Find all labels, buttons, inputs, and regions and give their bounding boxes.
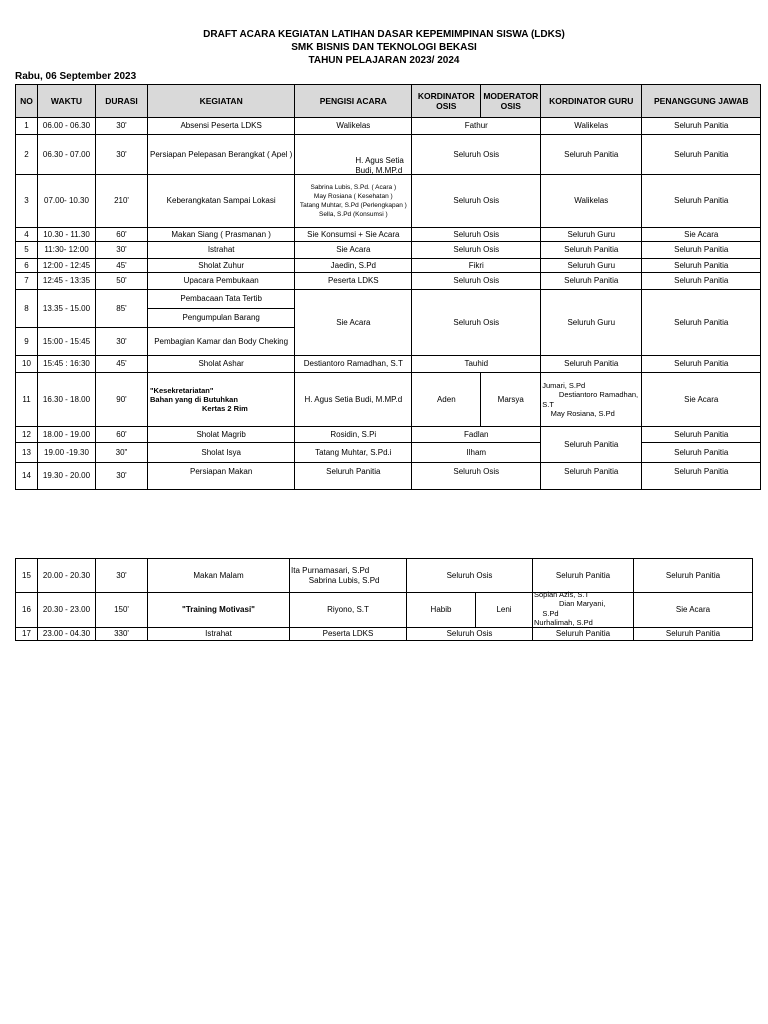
cell-pengisi: Sie Acara <box>295 242 412 259</box>
cell-osis: Fathur <box>412 118 541 135</box>
table-row <box>16 228 761 242</box>
cell-osis: Ilham <box>412 443 541 463</box>
cell-guru: Seluruh Panitia <box>541 242 642 259</box>
title-line-2: SMK BISNIS DAN TEKNOLOGI BEKASI <box>291 42 477 53</box>
cell-no: 12 <box>16 427 38 443</box>
cell-no: 2 <box>16 135 38 175</box>
cell-pj: Seluruh Panitia <box>634 628 753 641</box>
cell-durasi: 330' <box>96 628 148 641</box>
cell-waktu: 11:30- 12:00 <box>38 242 96 259</box>
cell-guru: Walikelas <box>541 118 642 135</box>
cell-guru: Seluruh Guru <box>541 259 642 273</box>
cell-no: 9 <box>16 328 38 356</box>
cell-durasi: 85' <box>96 290 148 328</box>
table-row <box>16 290 761 309</box>
cell-waktu: 10.30 - 11.30 <box>38 228 96 242</box>
cell-kegiatan: Persiapan Pelepasan Berangkat ( Apel ) <box>148 135 295 175</box>
cell-waktu: 20.00 - 20.30 <box>38 559 96 593</box>
cell-pengisi: Tatang Muhtar, S.Pd.i <box>295 443 412 463</box>
cell-osis: Seluruh Osis <box>407 628 533 641</box>
cell-kegiatan: Keberangkatan Sampai Lokasi <box>148 175 295 228</box>
cell-moderator-osis: Marsya <box>481 373 541 427</box>
cell-pengisi: Jaedin, S.Pd <box>295 259 412 273</box>
cell-osis: Seluruh Osis <box>412 273 541 290</box>
cell-kegiatan: Sholat Ashar <box>148 356 295 373</box>
header-kegiatan: KEGIATAN <box>148 85 295 118</box>
cell-durasi: 30' <box>96 135 148 175</box>
header-pengisi-acara: PENGISI ACARA <box>295 85 412 118</box>
cell-pj: Seluruh Panitia <box>642 356 761 373</box>
cell-waktu: 15:45 : 16:30 <box>38 356 96 373</box>
table-row <box>16 559 753 593</box>
cell-pj: Seluruh Panitia <box>642 118 761 135</box>
kegiatan-title: "Kesekretariatan" <box>150 386 214 395</box>
cell-durasi: 60' <box>96 427 148 443</box>
cell-waktu: 19.30 - 20.00 <box>38 463 96 490</box>
schedule-table-continued <box>15 558 753 641</box>
cell-waktu: 13.35 - 15.00 <box>38 290 96 328</box>
header-durasi: DURASI <box>96 85 148 118</box>
cell-kegiatan: Makan Malam <box>148 559 290 593</box>
cell-waktu: 23.00 - 04.30 <box>38 628 96 641</box>
cell-pengisi: Ita Purnamasari, S.Pd Sabrina Lubis, S.Pd <box>290 559 407 593</box>
cell-pengisi: Peserta LDKS <box>295 273 412 290</box>
cell-no: 4 <box>16 228 38 242</box>
cell-durasi: 90' <box>96 373 148 427</box>
cell-kegiatan: Sholat Isya <box>148 443 295 463</box>
schedule-table-main <box>15 84 761 490</box>
cell-pj: Sie Acara <box>642 373 761 427</box>
cell-pengisi: Walikelas <box>295 118 412 135</box>
cell-pj: Seluruh Panitia <box>642 242 761 259</box>
cell-durasi: 60' <box>96 228 148 242</box>
cell-osis: Seluruh Osis <box>412 135 541 175</box>
date-label: Rabu, 06 September 2023 <box>15 71 137 82</box>
table-row <box>16 593 753 628</box>
cell-guru: Seluruh Panitia <box>541 273 642 290</box>
cell-kegiatan: Pembagian Kamar dan Body Cheking <box>148 328 295 356</box>
cell-pengisi: Sie Acara <box>295 290 412 356</box>
cell-osis: Seluruh Osis <box>412 463 541 490</box>
header-penanggung-jawab: PENANGGUNG JAWAB <box>642 85 761 118</box>
cell-kordinator-osis: Habib <box>407 593 476 628</box>
cell-no: 15 <box>16 559 38 593</box>
cell-no: 1 <box>16 118 38 135</box>
cell-pengisi: Rosidin, S.Pi <box>295 427 412 443</box>
table-header-row <box>16 85 761 118</box>
header-moderator-osis: MODERATOR OSIS <box>481 85 541 118</box>
cell-durasi: 150' <box>96 593 148 628</box>
cell-guru: Seluruh Guru <box>541 228 642 242</box>
cell-pengisi: H. Agus Setia Budi, M.MP.d <box>295 373 412 427</box>
cell-no: 5 <box>16 242 38 259</box>
cell-kegiatan: Persiapan Makan <box>148 463 295 490</box>
cell-kegiatan: Sholat Magrib <box>148 427 295 443</box>
cell-osis: Seluruh Osis <box>412 242 541 259</box>
cell-pj: Seluruh Panitia <box>634 559 753 593</box>
cell-no: 8 <box>16 290 38 328</box>
table-row <box>16 427 761 443</box>
cell-durasi: 30' <box>96 463 148 490</box>
cell-pj: Seluruh Panitia <box>642 135 761 175</box>
cell-guru: Seluruh Panitia <box>541 463 642 490</box>
table-row <box>16 373 761 427</box>
cell-no: 3 <box>16 175 38 228</box>
cell-guru: Seluruh Panitia <box>533 559 634 593</box>
cell-osis: Seluruh Osis <box>412 228 541 242</box>
guru-text: Sopian Azis, S.T Dian Maryani, S.Pd Nurhalimah, S.Pd <box>534 589 606 627</box>
table-row <box>16 628 753 641</box>
pengisi-text: H. Agus Setia Budi, M.MP.d <box>355 156 404 175</box>
header-no: NO <box>16 85 38 118</box>
header-kordinator-osis: KORDINATOR OSIS <box>412 85 481 118</box>
cell-osis: Seluruh Osis <box>412 290 541 356</box>
cell-guru: Seluruh Panitia <box>541 427 642 463</box>
title-line-3: TAHUN PELAJARAN 2023/ 2024 <box>308 55 460 66</box>
cell-pj: Sie Acara <box>642 228 761 242</box>
cell-kegiatan: "Training Motivasi" <box>148 593 290 628</box>
kegiatan-line-3: Kertas 2 Rim <box>202 404 248 413</box>
table-row <box>16 242 761 259</box>
cell-pj: Seluruh Panitia <box>642 463 761 490</box>
table-row <box>16 175 761 228</box>
cell-durasi: 30' <box>96 559 148 593</box>
cell-durasi: 30' <box>96 242 148 259</box>
cell-pj: Seluruh Panitia <box>642 290 761 356</box>
cell-guru: Jumari, S.Pd Destiantoro Ramadhan, S.T May Rosiana, S.Pd <box>541 373 642 427</box>
cell-no: 13 <box>16 443 38 463</box>
cell-waktu: 19.00 -19.30 <box>38 443 96 463</box>
cell-pengisi: Destiantoro Ramadhan, S.T <box>295 356 412 373</box>
cell-osis: Fadlan <box>412 427 541 443</box>
cell-no: 16 <box>16 593 38 628</box>
cell-no: 7 <box>16 273 38 290</box>
table-row <box>16 356 761 373</box>
cell-waktu: 18.00 - 19.00 <box>38 427 96 443</box>
cell-waktu: 07.00- 10.30 <box>38 175 96 228</box>
cell-durasi: 45' <box>96 259 148 273</box>
cell-durasi: 50' <box>96 273 148 290</box>
cell-kegiatan: Sholat Zuhur <box>148 259 295 273</box>
cell-durasi: 210' <box>96 175 148 228</box>
cell-waktu: 06.00 - 06.30 <box>38 118 96 135</box>
title-line-1: DRAFT ACARA KEGIATAN LATIHAN DASAR KEPEMIMPINAN SISWA (LDKS) <box>203 29 565 40</box>
cell-pengisi: Peserta LDKS <box>290 628 407 641</box>
cell-guru: Seluruh Panitia <box>533 628 634 641</box>
cell-no: 10 <box>16 356 38 373</box>
cell-osis: Tauhid <box>412 356 541 373</box>
cell-waktu: 20.30 - 23.00 <box>38 593 96 628</box>
cell-pj: Sie Acara <box>634 593 753 628</box>
cell-no: 11 <box>16 373 38 427</box>
cell-no: 17 <box>16 628 38 641</box>
cell-pengisi: Sie Konsumsi + Sie Acara <box>295 228 412 242</box>
table-row <box>16 118 761 135</box>
cell-kordinator-osis: Aden <box>412 373 481 427</box>
cell-durasi: 30' <box>96 118 148 135</box>
cell-kegiatan: Upacara Pembukaan <box>148 273 295 290</box>
cell-guru: Walikelas <box>541 175 642 228</box>
cell-moderator-osis: Leni <box>476 593 533 628</box>
cell-kegiatan: Istrahat <box>148 628 290 641</box>
cell-guru <box>533 589 634 628</box>
cell-guru: Seluruh Panitia <box>541 135 642 175</box>
cell-osis: Seluruh Osis <box>412 175 541 228</box>
cell-pengisi: Seluruh Panitia <box>295 463 412 490</box>
cell-kegiatan: Pembacaan Tata Tertib <box>148 290 295 309</box>
cell-durasi: 30' <box>96 328 148 356</box>
cell-pengisi: Sabrina Lubis, S.Pd. ( Acara ) May Rosiana ( Kesehatan ) Tatang Muhtar, S.Pd (Perlengkapan ) Sella, S.Pd (Konsumsi ) <box>295 175 412 228</box>
cell-no: 14 <box>16 463 38 490</box>
cell-pj: Seluruh Panitia <box>642 443 761 463</box>
cell-kegiatan <box>148 373 295 427</box>
cell-durasi: 30" <box>96 443 148 463</box>
header-waktu: WAKTU <box>38 85 96 118</box>
cell-pengisi <box>295 135 412 175</box>
cell-waktu: 12:45 - 13:35 <box>38 273 96 290</box>
cell-guru: Seluruh Panitia <box>541 356 642 373</box>
cell-osis: Seluruh Osis <box>407 559 533 593</box>
document-title-block <box>0 28 768 67</box>
table-row <box>16 259 761 273</box>
cell-kegiatan: Pengumpulan Barang <box>148 309 295 328</box>
cell-kegiatan: Makan Siang ( Prasmanan ) <box>148 228 295 242</box>
table-row <box>16 135 761 175</box>
table-row <box>16 443 761 463</box>
cell-pj: Seluruh Panitia <box>642 259 761 273</box>
cell-pj: Seluruh Panitia <box>642 175 761 228</box>
cell-kegiatan: Absensi Peserta LDKS <box>148 118 295 135</box>
cell-guru: Seluruh Guru <box>541 290 642 356</box>
cell-waktu: 15:00 - 15:45 <box>38 328 96 356</box>
cell-kegiatan: Istrahat <box>148 242 295 259</box>
cell-no: 6 <box>16 259 38 273</box>
cell-pj: Seluruh Panitia <box>642 427 761 443</box>
cell-waktu: 12:00 - 12:45 <box>38 259 96 273</box>
table-row <box>16 273 761 290</box>
cell-pj: Seluruh Panitia <box>642 273 761 290</box>
table-row <box>16 463 761 490</box>
cell-waktu: 16.30 - 18.00 <box>38 373 96 427</box>
cell-waktu: 06.30 - 07.00 <box>38 135 96 175</box>
cell-osis: Fikri <box>412 259 541 273</box>
kegiatan-line-2: Bahan yang di Butuhkan <box>150 395 238 404</box>
header-kordinator-guru: KORDINATOR GURU <box>541 85 642 118</box>
cell-pengisi: Riyono, S.T <box>290 593 407 628</box>
cell-durasi: 45' <box>96 356 148 373</box>
